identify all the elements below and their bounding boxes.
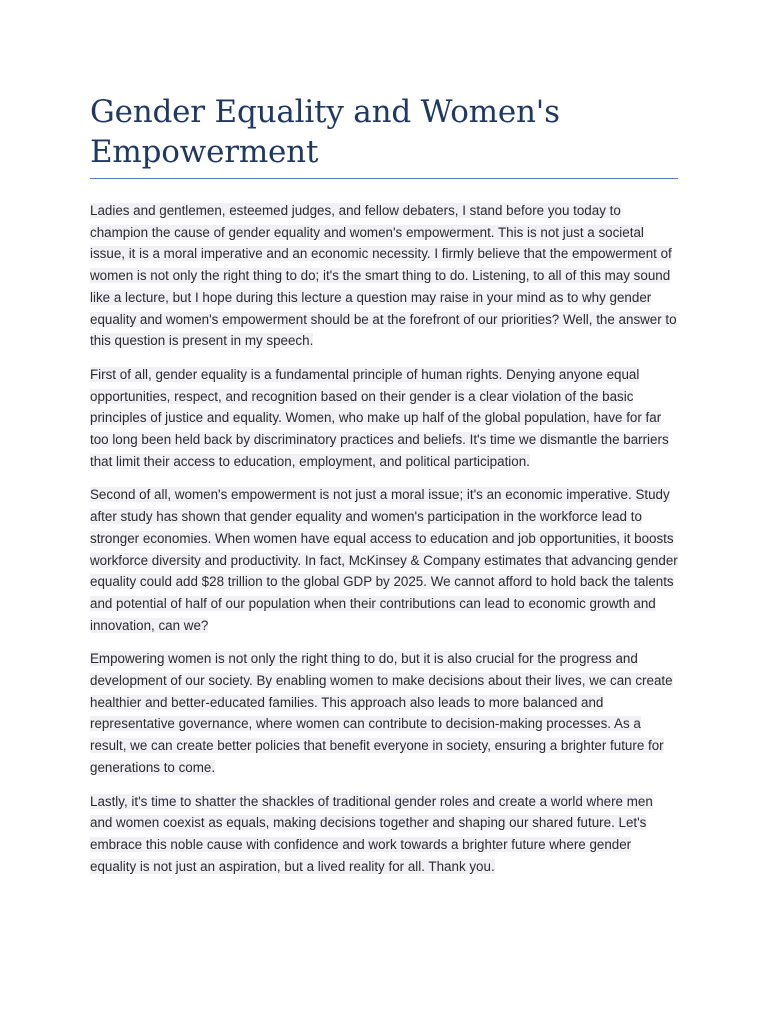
paragraph-intro (90, 200, 678, 352)
paragraph-economic (90, 484, 678, 636)
paragraph-human-rights (90, 364, 678, 473)
paragraph-text: Ladies and gentlemen, esteemed judges, and fellow debaters, I stand before you today to champion the cause of gender equality and women's empowerment. This is not just a societal issue, it is a moral imperative and an economic necessity. I firmly believe that the empowerment of women is not only the right thing to do; it's the smart thing to do. Listening, to all of this may sound like a lecture, but I hope during this lecture a question may raise in your mind as to why gender equality and women's empowerment should be at the forefront of our priorities? Well, the answer to this question is present in my speech. (90, 203, 677, 349)
paragraph-text: Empowering women is not only the right thing to do, but it is also crucial for the progress and development of our society. By enabling women to make decisions about their lives, we can create healthier and better-educated families. This approach also leads to more balanced and representative governance, where women can contribute to decision-making processes. As a result, we can create better policies that benefit everyone in society, ensuring a brighter future for generations to come. (90, 651, 673, 775)
paragraph-text: Lastly, it's time to shatter the shackles of traditional gender roles and create a world where men and women coexist as equals, making decisions together and shaping our shared future. Let's embrace this noble cause with confidence and work towards a brighter future where gender equality is not just an aspiration, but a lived reality for all. Thank you. (90, 793, 653, 874)
paragraph-text: First of all, gender equality is a fundamental principle of human rights. Denying anyone equal opportunities, respect, and recognition based on their gender is a clear violation of the basic principles of justice and equality. Women, who make up half of the global population, have for far too long been held back by discriminatory practices and beliefs. It's time we dismantle the barriers that limit their access to education, employment, and political participation. (90, 366, 669, 469)
document-title: Gender Equality and Women's Empowerment (90, 92, 678, 179)
paragraph-text: Second of all, women's empowerment is not just a moral issue; it's an economic imperative. Study after study has shown that gender equality and women's participation in the workforce lead to stronger economies. When women have equal access to education and job opportunities, it boosts workforce diversity and productivity. In fact, McKinsey & Company estimates that advancing gender equality could add $28 trillion to the global GDP by 2025. We cannot afford to hold back the talents and potential of half of our population when their contributions can lead to economic growth and innovation, can we? (90, 487, 678, 633)
paragraph-society (90, 648, 678, 778)
paragraph-conclusion (90, 791, 678, 878)
document-page (90, 92, 678, 889)
document-body (90, 200, 678, 877)
